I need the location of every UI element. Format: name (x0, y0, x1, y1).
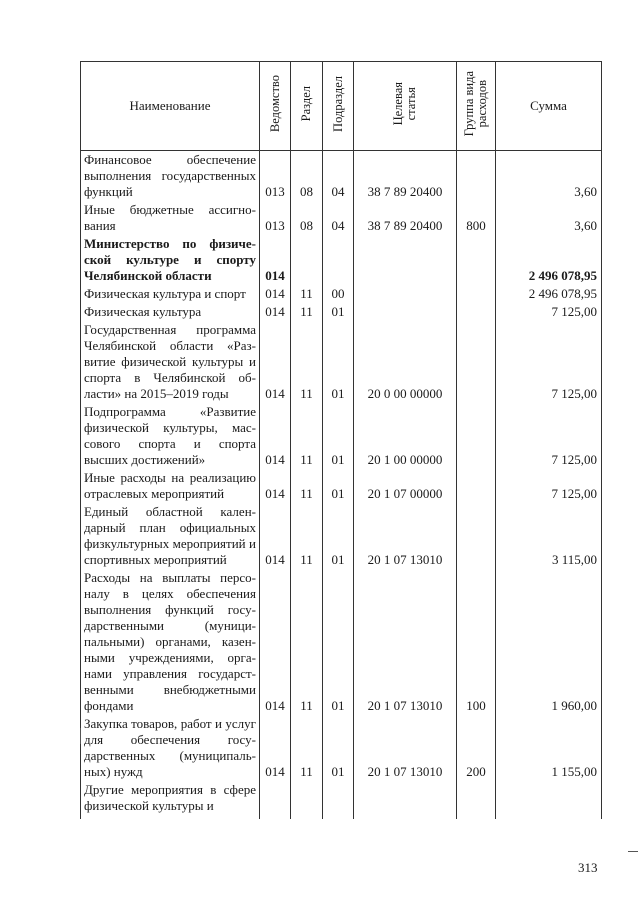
cell-gruppa (457, 303, 496, 321)
cell-vedomstvo: 013 (260, 201, 291, 235)
cell-podrazdel: 01 (323, 715, 354, 781)
cell-razdel: 11 (291, 303, 323, 321)
header-razdel: Раздел (291, 62, 323, 151)
table-row (81, 303, 602, 321)
cell-vedomstvo: 013 (260, 151, 291, 202)
cell-gruppa (457, 285, 496, 303)
cell-name: Подпрограмма «Развитие физической культуры, массового спорта и спорта высших достижений» (81, 403, 260, 469)
table-row (81, 469, 602, 503)
cell-gruppa (457, 781, 496, 819)
cell-razdel: 11 (291, 503, 323, 569)
cell-summa: 7 125,00 (496, 469, 602, 503)
header-vedomstvo: Ведомство (260, 62, 291, 151)
cell-gruppa: 800 (457, 201, 496, 235)
cell-vedomstvo: 014 (260, 321, 291, 403)
table-row (81, 715, 602, 781)
cell-vedomstvo: 014 (260, 503, 291, 569)
cell-celevaya: 38 7 89 20400 (354, 151, 457, 202)
cell-podrazdel: 04 (323, 151, 354, 202)
table-row (81, 503, 602, 569)
cell-celevaya: 20 1 07 13010 (354, 503, 457, 569)
cell-razdel: 11 (291, 403, 323, 469)
cell-razdel: 11 (291, 715, 323, 781)
cell-celevaya: 20 1 07 13010 (354, 715, 457, 781)
table-row (81, 569, 602, 715)
cell-summa: 7 125,00 (496, 303, 602, 321)
cell-name: Министерство по физической культуре и спорту Челябинской области (81, 235, 260, 285)
cell-gruppa (457, 235, 496, 285)
cell-summa (496, 781, 602, 819)
scan-margin-mark (80, 728, 81, 744)
budget-table (80, 61, 602, 819)
cell-name: Физическая культура (81, 303, 260, 321)
cell-podrazdel: 01 (323, 469, 354, 503)
cell-name: Другие мероприятия в сфере физической культуры и (81, 781, 260, 819)
cell-podrazdel (323, 235, 354, 285)
table-row (81, 285, 602, 303)
cell-celevaya (354, 781, 457, 819)
cell-name: Иные расходы на реализацию отраслевых мероприятий (81, 469, 260, 503)
cell-razdel: 11 (291, 321, 323, 403)
cell-celevaya (354, 303, 457, 321)
cell-podrazdel: 00 (323, 285, 354, 303)
table-header-row (81, 62, 602, 151)
cell-celevaya: 20 0 00 00000 (354, 321, 457, 403)
cell-razdel: 08 (291, 201, 323, 235)
cell-celevaya: 20 1 07 13010 (354, 569, 457, 715)
cell-gruppa: 200 (457, 715, 496, 781)
cell-gruppa (457, 403, 496, 469)
cell-summa: 2 496 078,95 (496, 235, 602, 285)
cell-celevaya (354, 235, 457, 285)
cell-vedomstvo: 014 (260, 469, 291, 503)
cell-vedomstvo: 014 (260, 403, 291, 469)
cell-razdel: 11 (291, 285, 323, 303)
cell-gruppa (457, 469, 496, 503)
cell-summa: 3 115,00 (496, 503, 602, 569)
cell-name: Финансовое обеспечение выполнения государственных функций (81, 151, 260, 202)
cell-summa: 7 125,00 (496, 403, 602, 469)
cell-celevaya: 20 1 00 00000 (354, 403, 457, 469)
cell-vedomstvo: 014 (260, 715, 291, 781)
cell-name: Единый областной календарный план официальных физкультурных мероприятий и спортивных мероприятий (81, 503, 260, 569)
cell-summa: 3,60 (496, 201, 602, 235)
table-row (81, 201, 602, 235)
cell-celevaya: 20 1 07 00000 (354, 469, 457, 503)
table-row (81, 321, 602, 403)
cell-summa: 3,60 (496, 151, 602, 202)
table-row (81, 151, 602, 202)
cell-celevaya (354, 285, 457, 303)
cell-name: Закупка товаров, работ и услуг для обеспечения государственных (муниципальных) нужд (81, 715, 260, 781)
scan-edge-mark (628, 851, 638, 852)
cell-summa: 1 155,00 (496, 715, 602, 781)
header-summa: Сумма (496, 62, 602, 151)
cell-podrazdel: 04 (323, 201, 354, 235)
cell-summa: 7 125,00 (496, 321, 602, 403)
header-celevaya: Целевая статья (354, 62, 457, 151)
table-row (81, 781, 602, 819)
cell-gruppa: 100 (457, 569, 496, 715)
cell-podrazdel: 01 (323, 321, 354, 403)
table-row (81, 235, 602, 285)
cell-name: Государственная программа Челябинской области «Развитие физической культуры и спорта в Челябинской области» на 2015–2019 годы (81, 321, 260, 403)
cell-podrazdel: 01 (323, 503, 354, 569)
cell-razdel: 08 (291, 151, 323, 202)
cell-gruppa (457, 503, 496, 569)
cell-razdel: 11 (291, 569, 323, 715)
cell-gruppa (457, 151, 496, 202)
cell-celevaya: 38 7 89 20400 (354, 201, 457, 235)
cell-razdel (291, 235, 323, 285)
cell-podrazdel: 01 (323, 303, 354, 321)
cell-name: Расходы на выплаты персоналу в целях обеспечения выполнения функций государственными (муниципальными) органами, казенными учреждениями, органами управления государственными внебюджетными фондами (81, 569, 260, 715)
cell-podrazdel: 01 (323, 569, 354, 715)
cell-summa: 1 960,00 (496, 569, 602, 715)
cell-name: Физическая культура и спорт (81, 285, 260, 303)
cell-vedomstvo: 014 (260, 303, 291, 321)
table-row (81, 403, 602, 469)
cell-vedomstvo: 014 (260, 569, 291, 715)
cell-name: Иные бюджетные ассигнования (81, 201, 260, 235)
header-name: Наименование (81, 62, 260, 151)
cell-vedomstvo: 014 (260, 235, 291, 285)
cell-razdel (291, 781, 323, 819)
header-podrazdel: Подраздел (323, 62, 354, 151)
cell-podrazdel (323, 781, 354, 819)
cell-podrazdel: 01 (323, 403, 354, 469)
cell-gruppa (457, 321, 496, 403)
cell-vedomstvo: 014 (260, 285, 291, 303)
header-gruppa: Группа вида расходов (457, 62, 496, 151)
cell-vedomstvo (260, 781, 291, 819)
page-number: 313 (578, 860, 598, 875)
cell-razdel: 11 (291, 469, 323, 503)
cell-summa: 2 496 078,95 (496, 285, 602, 303)
